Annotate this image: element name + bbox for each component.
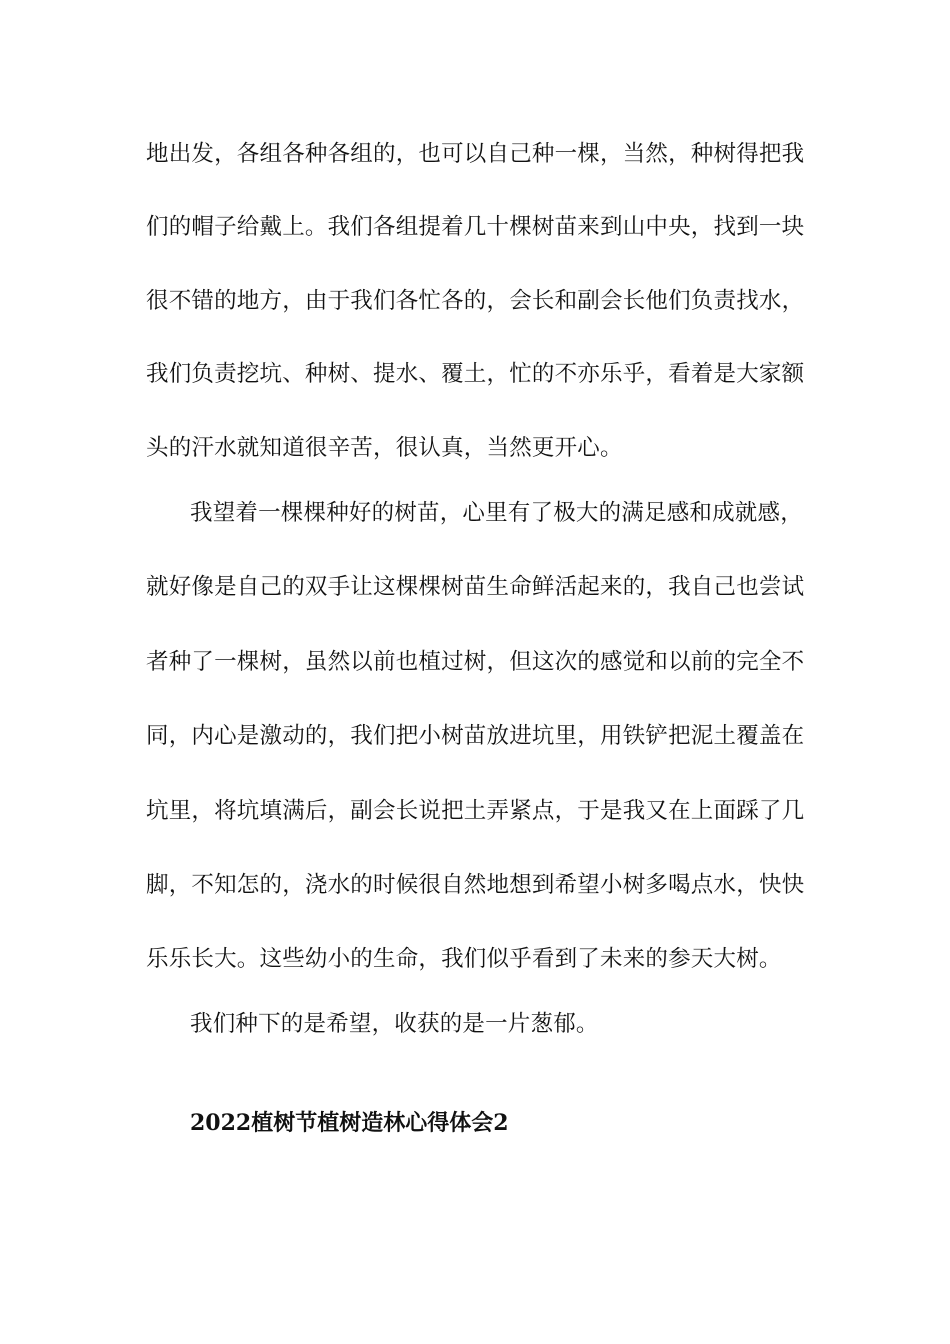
paragraph-1-line-2: 们的帽子给戴上。我们各组提着几十棵树苗来到山中央，找到一块	[146, 214, 805, 240]
paragraph-2-line-4: 同，内心是激动的，我们把小树苗放进坑里，用铁铲把泥土覆盖在	[146, 723, 805, 749]
paragraph-1-line-4: 我们负责挖坑、种树、提水、覆土，忙的不亦乐乎，看着是大家额	[146, 361, 805, 387]
paragraph-2-line-7: 乐乐长大。这些幼小的生命，我们似乎看到了未来的参天大树。	[146, 946, 782, 972]
paragraph-2-line-5: 坑里，将坑填满后，副会长说把土弄紧点，于是我又在上面踩了几	[146, 798, 805, 824]
paragraph-1-line-1: 地出发，各组各种各组的，也可以自己种一棵，当然，种树得把我	[146, 141, 805, 167]
paragraph-2-line-6: 脚，不知怎的，浇水的时候很自然地想到希望小树多喝点水，快快	[146, 872, 805, 898]
section-heading: 2022植树节植树造林心得体会2	[190, 1110, 509, 1136]
paragraph-2-line-1: 我望着一棵棵种好的树苗，心里有了极大的满足感和成就感，	[190, 500, 803, 526]
paragraph-3-line-1: 我们种下的是希望，收获的是一片葱郁。	[190, 1011, 599, 1037]
paragraph-1-line-3: 很不错的地方，由于我们各忙各的，会长和副会长他们负责找水，	[146, 288, 805, 314]
paragraph-2-line-3: 者种了一棵树，虽然以前也植过树，但这次的感觉和以前的完全不	[146, 649, 805, 675]
paragraph-1-line-5: 头的汗水就知道很辛苦，很认真，当然更开心。	[146, 435, 623, 461]
paragraph-2-line-2: 就好像是自己的双手让这棵棵树苗生命鲜活起来的，我自己也尝试	[146, 574, 805, 600]
